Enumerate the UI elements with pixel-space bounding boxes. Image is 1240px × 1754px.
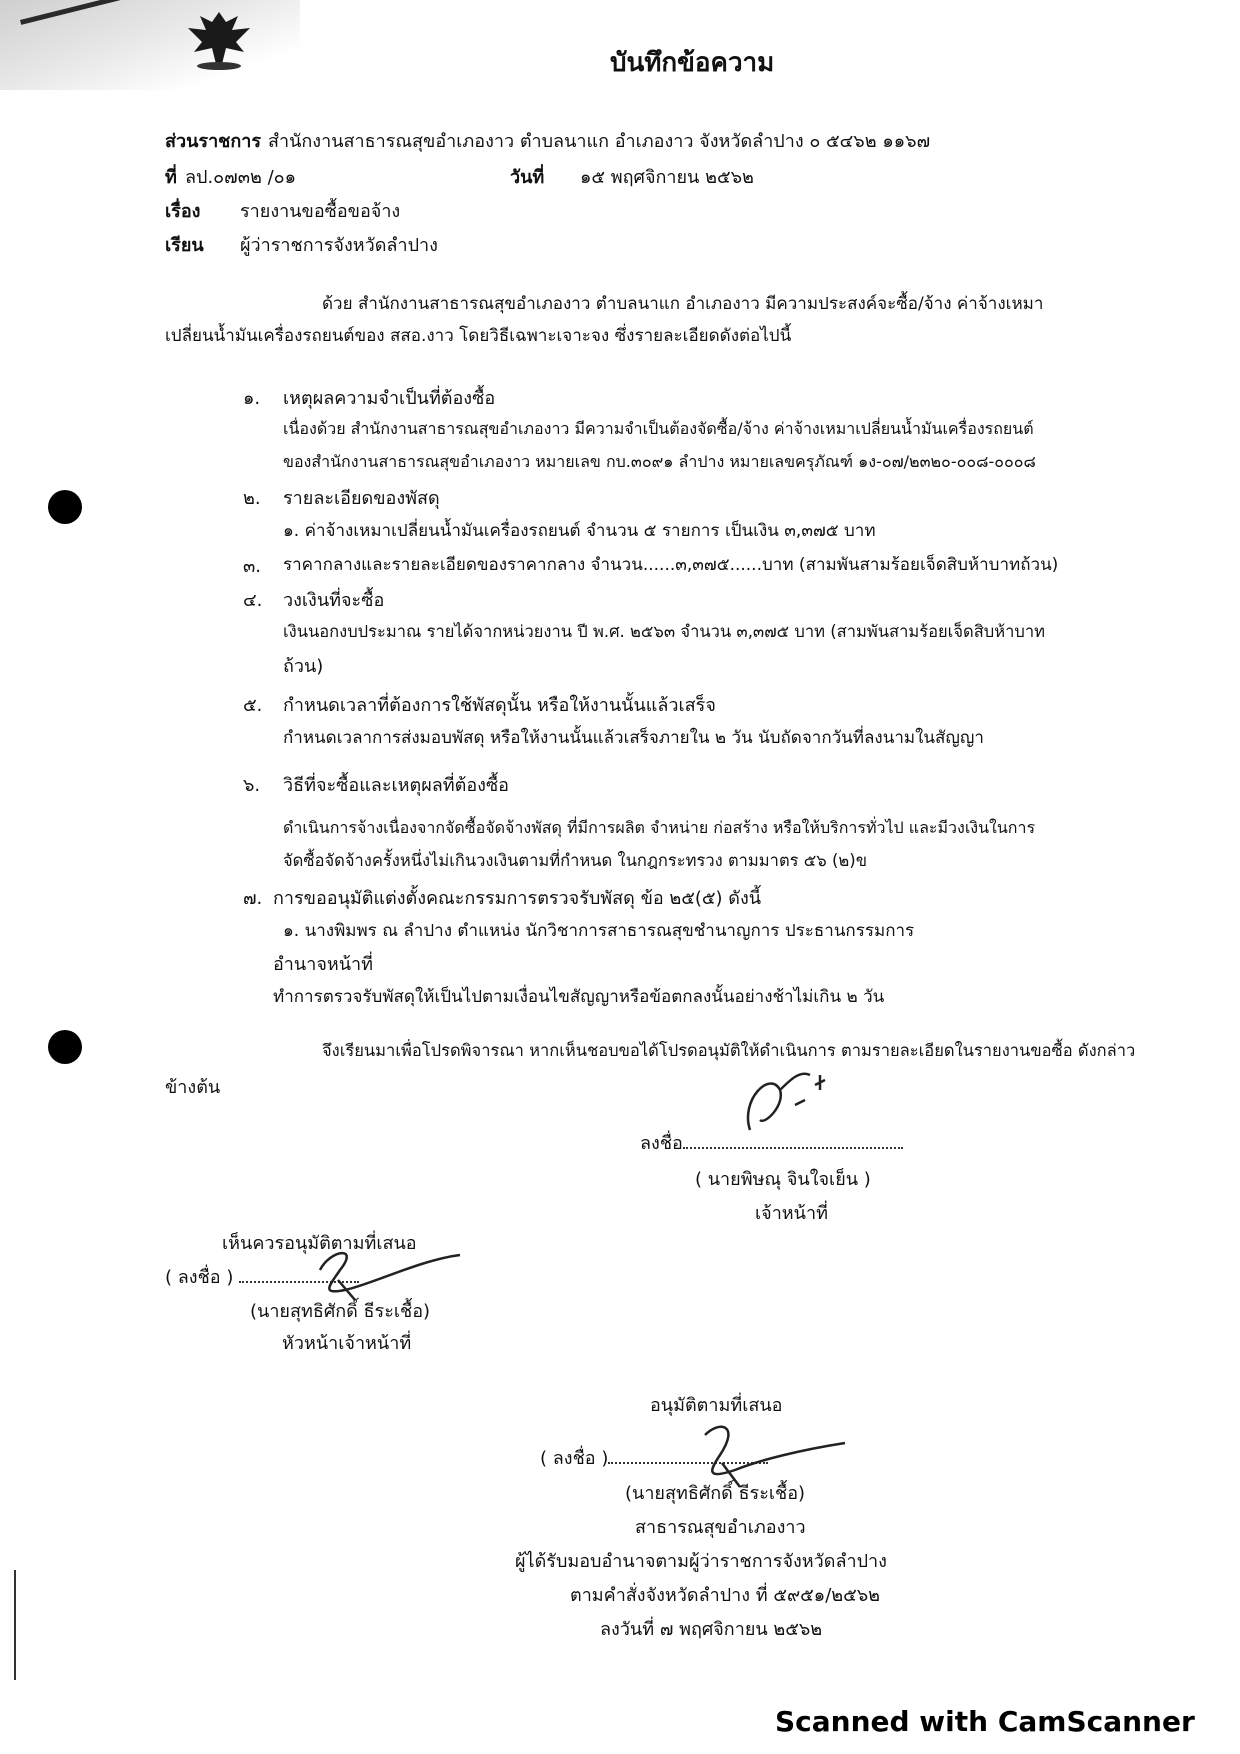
garuda-emblem-icon xyxy=(180,8,258,70)
subject-value: รายงานขอซื้อขอจ้าง xyxy=(240,201,401,222)
document-title: บันทึกข้อความ xyxy=(610,48,775,78)
item-6-title: วิธีที่จะซื้อและเหตุผลที่ต้องซื้อ xyxy=(283,775,509,796)
item-7-number: ๗. xyxy=(243,888,263,909)
approver-line-3: ตามคำสั่งจังหวัดลำปาง ที่ ๕๙๕๑/๒๕๖๒ xyxy=(570,1585,881,1606)
scan-edge-line xyxy=(14,1570,16,1680)
intro-line-1: ด้วย สำนักงานสาธารณสุขอำเภองาว ตำบลนาแก อำเภองาว มีความประสงค์จะซื้อ/จ้าง ค่าจ้างเหมา xyxy=(322,294,1044,314)
agency-value: สำนักงานสาธารณสุขอำเภองาว ตำบลนาแก อำเภองาว จังหวัดลำปาง ๐ ๕๔๖๒ ๑๑๖๗ xyxy=(268,131,931,152)
punch-hole xyxy=(48,490,82,524)
item-4-line-2: ถ้วน) xyxy=(283,656,324,677)
item-4-title: วงเงินที่จะซื้อ xyxy=(283,590,385,611)
intro-line-2: เปลี่ยนน้ำมันเครื่องรถยนต์ของ สสอ.งาว โดยวิธีเฉพาะเจาะจง ซึ่งรายละเอียดดังต่อไปนี้ xyxy=(165,326,792,346)
item-3-number: ๓. xyxy=(243,556,262,577)
item-6-line-1: ดำเนินการจ้างเนื่องจากจัดซื้อจัดจ้างพัสดุ ที่มีการผลิต จำหน่าย ก่อสร้าง หรือให้บริการทั่วไป และมีวงเงินในการ xyxy=(283,818,1036,837)
officer-sign-label: ลงชื่อ xyxy=(640,1128,903,1157)
item-5-line-1: กำหนดเวลาการส่งมอบพัสดุ หรือให้งานนั้นแล้วเสร็จภายใน ๒ วัน นับถัดจากวันที่ลงนามในสัญญา xyxy=(283,728,984,748)
item-1-line-1: เนื่องด้วย สำนักงานสาธารณสุขอำเภองาว มีความจำเป็นต้องจัดซื้อ/จ้าง ค่าจ้างเหมาเปลี่ยนน้ำมันเครื่องรถยนต์ xyxy=(283,419,1034,438)
approver-name: (นายสุทธิศักดิ์ ธีระเชื้อ) xyxy=(625,1483,806,1504)
date-label: วันที่ xyxy=(510,167,545,188)
item-2-title: รายละเอียดของพัสดุ xyxy=(283,488,440,509)
item-2-number: ๒. xyxy=(243,488,261,509)
head-name: (นายสุทธิศักดิ์ ธีระเชื้อ) xyxy=(250,1301,431,1322)
item-7-title: การขออนุมัติแต่งตั้งคณะกรรมการตรวจรับพัสดุ ข้อ ๒๕(๕) ดังนี้ xyxy=(273,888,762,909)
item-4-line-1: เงินนอกงบประมาณ รายได้จากหน่วยงาน ปี พ.ศ. ๒๕๖๓ จำนวน ๓,๓๗๕ บาท (สามพันสามร้อยเจ็ดสิบห้าบาท xyxy=(283,622,1045,641)
closing-line-2: ข้างต้น xyxy=(165,1077,221,1098)
head-position: หัวหน้าเจ้าหน้าที่ xyxy=(282,1333,412,1354)
agency-label: ส่วนราชการ xyxy=(165,131,262,152)
date-value: ๑๕ พฤศจิกายน ๒๕๖๒ xyxy=(580,167,754,188)
approver-line-4: ลงวันที่ ๗ พฤศจิกายน ๒๕๖๒ xyxy=(600,1619,823,1640)
item-6-number: ๖. xyxy=(243,775,261,796)
ref-value: ลป.๐๗๓๒ /๐๑ xyxy=(185,167,297,188)
camscanner-watermark: Scanned with CamScanner xyxy=(775,1705,1195,1738)
officer-name: ( นายพิษณุ จินใจเย็น ) xyxy=(695,1169,871,1190)
to-label: เรียน xyxy=(165,235,204,256)
item-1-title: เหตุผลความจำเป็นที่ต้องซื้อ xyxy=(283,388,496,409)
item-1-number: ๑. xyxy=(243,388,261,409)
head-opinion: เห็นควรอนุมัติตามที่เสนอ xyxy=(222,1233,417,1254)
ref-label: ที่ xyxy=(165,167,177,188)
item-3-line: ราคากลางและรายละเอียดของราคากลาง จำนวน......๓,๓๗๕......บาท (สามพันสามร้อยเจ็ดสิบห้าบาทถ้วน) xyxy=(283,555,1059,575)
signature-line xyxy=(683,1147,903,1149)
item-4-number: ๔. xyxy=(243,590,263,611)
item-1-line-2: ของสำนักงานสาธารณสุขอำเภองาว หมายเลข กบ.๓๐๙๑ ลำปาง หมายเลขครุภัณฑ์ ๑ง-๐๗/๒๓๒๐-๐๐๘-๐๐๐๘ xyxy=(283,452,1036,471)
approve-text: อนุมัติตามที่เสนอ xyxy=(650,1395,783,1416)
item-6-line-2: จัดซื้อจัดจ้างครั้งหนึ่งไม่เกินวงเงินตามที่กำหนด ในกฎกระทรวง ตามมาตร ๕๖ (๒)ข xyxy=(283,851,868,870)
closing-line-1: จึงเรียนมาเพื่อโปรดพิจารณา หากเห็นชอบขอได้โปรดอนุมัติให้ดำเนินการ ตามรายละเอียดในรายงานขอซื้อ ดังกล่าว xyxy=(322,1041,1136,1060)
item-7-line-2: อำนาจหน้าที่ xyxy=(273,954,374,975)
item-2-line-1: ๑. ค่าจ้างเหมาเปลี่ยนน้ำมันเครื่องรถยนต์ จำนวน ๕ รายการ เป็นเงิน ๓,๓๗๕ บาท xyxy=(283,521,876,541)
officer-position: เจ้าหน้าที่ xyxy=(755,1203,828,1224)
head-sign-label: ( ลงชื่อ ) xyxy=(165,1262,359,1291)
approver-sign-label: ( ลงชื่อ ) xyxy=(540,1443,768,1472)
approver-line-2: ผู้ได้รับมอบอำนาจตามผู้ว่าราชการจังหวัดลำปาง xyxy=(515,1551,887,1572)
subject-label: เรื่อง xyxy=(165,201,201,222)
item-5-title: กำหนดเวลาที่ต้องการใช้พัสดุนั้น หรือให้งานนั้นแล้วเสร็จ xyxy=(283,695,716,716)
item-5-number: ๕. xyxy=(243,695,263,716)
punch-hole xyxy=(48,1030,82,1064)
item-7-line-1: ๑. นางพิมพร ณ ลำปาง ตำแหน่ง นักวิชาการสาธารณสุขชำนาญการ ประธานกรรมการ xyxy=(283,921,915,941)
item-7-line-3: ทำการตรวจรับพัสดุให้เป็นไปตามเงื่อนไขสัญญาหรือข้อตกลงนั้นอย่างช้าไม่เกิน ๒ วัน xyxy=(273,987,885,1007)
to-value: ผู้ว่าราชการจังหวัดลำปาง xyxy=(240,235,438,256)
approver-line-1: สาธารณสุขอำเภองาว xyxy=(635,1517,806,1538)
